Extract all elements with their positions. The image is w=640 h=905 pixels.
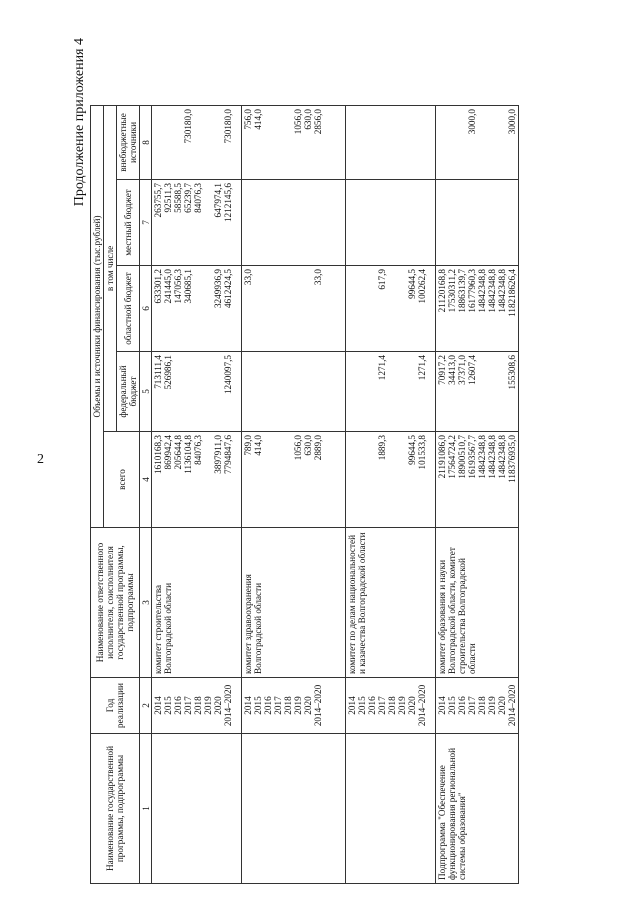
value-cell: 2856,0: [313, 109, 323, 135]
value-cell: [193, 269, 203, 348]
executor-name: комитет строительства Волгоградской области: [152, 528, 242, 678]
value-cell: 37371,0: [457, 355, 467, 385]
value-cell: 1610168,3: [153, 435, 163, 475]
value-cell: [437, 183, 447, 262]
value-cell: [377, 183, 387, 262]
value-cell: 756,0: [243, 109, 253, 130]
value-cell: [193, 355, 203, 428]
value-cell: [283, 269, 293, 348]
value-cell: 7794847,6: [223, 435, 233, 475]
table-row: [152, 106, 242, 884]
value-cell: [283, 435, 293, 524]
value-cell: 3000,0: [467, 109, 477, 135]
value-cell: [273, 269, 283, 348]
year-cell: 2019: [487, 696, 497, 715]
value-cell: [263, 355, 273, 428]
value-cell: [203, 435, 213, 524]
value-cell: 33,0: [243, 269, 253, 286]
value-cell: 1271,4: [417, 355, 427, 381]
value-cell: [273, 183, 283, 262]
value-cell: [347, 355, 357, 428]
value-cell: 713111,4: [153, 355, 163, 389]
value-cell: [347, 435, 357, 524]
table-row: [346, 106, 436, 884]
value-cell: [173, 355, 183, 428]
total-values: [242, 432, 346, 528]
regional-values: [346, 266, 436, 352]
column-number: 6: [140, 266, 152, 352]
page-number: 2: [37, 452, 44, 467]
value-cell: [367, 109, 377, 176]
total-values: [152, 432, 242, 528]
value-cell: [467, 183, 477, 262]
value-cell: [213, 109, 223, 176]
local-values: [242, 180, 346, 266]
program-name: [152, 734, 242, 884]
value-cell: [203, 109, 213, 176]
local-values: [152, 180, 242, 266]
year-cell: 2016: [457, 696, 467, 715]
regional-values: [242, 266, 346, 352]
value-cell: [477, 183, 487, 262]
value-cell: 1889,3: [377, 435, 387, 461]
value-cell: 65239,7: [183, 183, 193, 213]
year-cell: 2015: [253, 696, 263, 715]
executor-name: комитет по делам национальностей и казачества Волгоградской области: [346, 528, 436, 678]
value-cell: [407, 355, 417, 428]
federal-values: [346, 352, 436, 432]
value-cell: [163, 109, 173, 176]
value-cell: [407, 109, 417, 176]
year-cell: 2014–2020: [313, 684, 323, 727]
value-cell: [367, 183, 377, 262]
year-cell: 2015: [357, 696, 367, 715]
value-cell: 2889,0: [313, 435, 323, 461]
column-number: 8: [140, 106, 152, 180]
header-extrabudget: внебюджетные источники: [117, 106, 140, 180]
value-cell: 16177960,3: [467, 269, 477, 313]
value-cell: [263, 269, 273, 348]
value-cell: 100262,4: [417, 269, 427, 304]
value-cell: [303, 183, 313, 262]
year-cell: 2020: [303, 696, 313, 715]
value-cell: [397, 109, 407, 176]
year-cell: 2019: [293, 696, 303, 715]
federal-values: [152, 352, 242, 432]
value-cell: [273, 435, 283, 524]
value-cell: 92511,3: [163, 183, 173, 213]
value-cell: 205644,8: [173, 435, 183, 470]
value-cell: 647974,1: [213, 183, 223, 218]
value-cell: 1271,4: [377, 355, 387, 381]
value-cell: 14842348,8: [477, 269, 487, 313]
value-cell: 730180,0: [223, 109, 233, 144]
value-cell: [203, 355, 213, 428]
value-cell: [347, 269, 357, 348]
value-cell: [447, 109, 457, 176]
value-cell: 1056,0: [293, 109, 303, 135]
value-cell: 1136104,8: [183, 435, 193, 474]
year-cell: 2016: [173, 696, 183, 715]
value-cell: [487, 355, 497, 428]
year-list: [242, 678, 346, 734]
value-cell: 633301,2: [153, 269, 163, 304]
value-cell: [293, 183, 303, 262]
year-list: [346, 678, 436, 734]
financing-table: [90, 105, 519, 884]
executor-name: комитет образования и науки Волгоградской области, комитет строительства Волгоградской области: [436, 528, 519, 678]
column-number: 1: [140, 734, 152, 884]
year-cell: 2020: [213, 696, 223, 715]
table-row: [242, 106, 346, 884]
value-cell: 17530311,2: [447, 269, 457, 313]
value-cell: [313, 183, 323, 262]
year-cell: 2020: [407, 696, 417, 715]
value-cell: [397, 435, 407, 524]
value-cell: 630,0: [303, 435, 313, 456]
header-including: в том числе: [104, 106, 117, 432]
value-cell: [407, 183, 417, 262]
value-cell: [283, 355, 293, 428]
local-values: [346, 180, 436, 266]
value-cell: [377, 109, 387, 176]
year-cell: 2014–2020: [417, 684, 427, 727]
year-list: [436, 678, 519, 734]
value-cell: 1212145,6: [223, 183, 233, 223]
value-cell: 414,0: [253, 109, 263, 130]
value-cell: 16193567,7: [467, 435, 477, 479]
value-cell: [507, 183, 517, 262]
rotated-page-area: [66, 24, 611, 884]
landscape-content: [66, 24, 611, 884]
value-cell: 14842348,8: [497, 435, 507, 479]
program-name: [346, 734, 436, 884]
federal-values: [242, 352, 346, 432]
federal-values: [436, 352, 519, 432]
year-cell: 2019: [203, 696, 213, 715]
year-cell: 2016: [367, 696, 377, 715]
value-cell: 84076,3: [193, 435, 203, 465]
value-cell: 17564724,2: [447, 435, 457, 479]
header-regional: областной бюджет: [117, 266, 140, 352]
extra-values: [152, 106, 242, 180]
value-cell: [153, 109, 163, 176]
value-cell: 14842348,8: [487, 269, 497, 313]
value-cell: [203, 183, 213, 262]
value-cell: 3000,0: [507, 109, 517, 135]
year-cell: 2014: [243, 696, 253, 715]
header-total: всего: [104, 432, 140, 528]
year-cell: 2018: [283, 696, 293, 715]
value-cell: [387, 109, 397, 176]
value-cell: [397, 183, 407, 262]
regional-values: [152, 266, 242, 352]
program-name: [242, 734, 346, 884]
header-executor: Наименование ответственного исполнителя, соисполнителя государственной программы, подпрограммы: [91, 528, 140, 678]
year-cell: 2017: [467, 696, 477, 715]
column-number: 4: [140, 432, 152, 528]
value-cell: [447, 183, 457, 262]
year-cell: 2017: [273, 696, 283, 715]
value-cell: 155308,6: [507, 355, 517, 390]
column-number: 7: [140, 180, 152, 266]
year-cell: 2016: [263, 696, 273, 715]
value-cell: [193, 109, 203, 176]
year-cell: 2017: [377, 696, 387, 715]
header-local: местный бюджет: [117, 180, 140, 266]
value-cell: [357, 183, 367, 262]
value-cell: [437, 109, 447, 176]
local-values: [436, 180, 519, 266]
column-number: 5: [140, 352, 152, 432]
year-list: [152, 678, 242, 734]
value-cell: [283, 109, 293, 176]
extra-values: [436, 106, 519, 180]
extra-values: [242, 106, 346, 180]
value-cell: [397, 269, 407, 348]
value-cell: 526986,1: [163, 355, 173, 390]
value-cell: 241445,0: [163, 269, 173, 304]
value-cell: 414,0: [253, 435, 263, 456]
value-cell: 99644,5: [407, 435, 417, 465]
year-cell: 2014–2020: [223, 684, 233, 727]
value-cell: 3897911,0: [213, 435, 223, 474]
value-cell: [497, 109, 507, 176]
value-cell: [173, 109, 183, 176]
value-cell: [213, 355, 223, 428]
header-program: Наименование государственной программы, подпрограммы: [91, 734, 140, 884]
column-number: 2: [140, 678, 152, 734]
value-cell: [347, 109, 357, 176]
value-cell: 1240097,5: [223, 355, 233, 395]
header-year: Год реализации: [91, 678, 140, 734]
value-cell: [273, 355, 283, 428]
regional-values: [436, 266, 519, 352]
value-cell: [367, 355, 377, 428]
value-cell: [357, 435, 367, 524]
value-cell: 21191086,0: [437, 435, 447, 479]
value-cell: [203, 269, 213, 348]
program-name: Подпрограмма "Обеспечение функционирования региональной системы образования": [436, 734, 519, 884]
value-cell: [357, 355, 367, 428]
value-cell: [293, 269, 303, 348]
value-cell: 18863139,7: [457, 269, 467, 313]
value-cell: 118376935,0: [507, 435, 517, 483]
year-cell: 2014: [347, 696, 357, 715]
extra-values: [346, 106, 436, 180]
value-cell: [487, 109, 497, 176]
value-cell: [303, 269, 313, 348]
value-cell: 263755,7: [153, 183, 163, 218]
value-cell: [487, 183, 497, 262]
table-row: [436, 106, 519, 884]
value-cell: 99644,5: [407, 269, 417, 299]
value-cell: 4612424,5: [223, 269, 233, 309]
value-cell: 147056,3: [173, 269, 183, 304]
value-cell: [397, 355, 407, 428]
value-cell: [367, 269, 377, 348]
value-cell: [183, 355, 193, 428]
value-cell: 14842348,8: [487, 435, 497, 479]
value-cell: 630,0: [303, 109, 313, 130]
year-cell: 2015: [447, 696, 457, 715]
value-cell: 869942,4: [163, 435, 173, 470]
value-cell: 12607,4: [467, 355, 477, 385]
value-cell: 340685,1: [183, 269, 193, 304]
year-cell: 2014: [437, 696, 447, 715]
year-cell: 2018: [477, 696, 487, 715]
value-cell: [273, 109, 283, 176]
value-cell: 70917,2: [437, 355, 447, 385]
year-cell: 2014–2020: [507, 684, 517, 727]
value-cell: [477, 355, 487, 428]
year-cell: 2018: [193, 696, 203, 715]
value-cell: 789,0: [243, 435, 253, 456]
year-cell: 2014: [153, 696, 163, 715]
header-federal: федеральный бюджет: [117, 352, 140, 432]
value-cell: [387, 355, 397, 428]
value-cell: [367, 435, 377, 524]
value-cell: [313, 355, 323, 428]
value-cell: [253, 183, 263, 262]
value-cell: [263, 183, 273, 262]
total-values: [346, 432, 436, 528]
value-cell: [253, 269, 263, 348]
value-cell: 21120168,8: [437, 269, 447, 313]
value-cell: [387, 269, 397, 348]
year-cell: 2020: [497, 696, 507, 715]
year-cell: 2015: [163, 696, 173, 715]
value-cell: 1056,0: [293, 435, 303, 461]
value-cell: 14842348,8: [477, 435, 487, 479]
value-cell: 34413,0: [447, 355, 457, 385]
table-body: [152, 106, 519, 884]
value-cell: [477, 109, 487, 176]
column-number: 3: [140, 528, 152, 678]
value-cell: [283, 183, 293, 262]
value-cell: [243, 355, 253, 428]
value-cell: 84076,3: [193, 183, 203, 213]
value-cell: [457, 109, 467, 176]
value-cell: [347, 183, 357, 262]
value-cell: [263, 435, 273, 524]
value-cell: 101533,8: [417, 435, 427, 470]
value-cell: [417, 109, 427, 176]
value-cell: 617,9: [377, 269, 387, 290]
value-cell: 58588,5: [173, 183, 183, 213]
year-cell: 2018: [387, 696, 397, 715]
value-cell: [387, 435, 397, 524]
value-cell: [263, 109, 273, 176]
value-cell: [497, 355, 507, 428]
value-cell: 3249936,9: [213, 269, 223, 309]
value-cell: 14842348,8: [497, 269, 507, 313]
executor-name: комитет здравоохранения Волгоградской области: [242, 528, 346, 678]
value-cell: 118218626,4: [507, 269, 517, 317]
value-cell: [357, 109, 367, 176]
value-cell: 18900510,7: [457, 435, 467, 479]
value-cell: [303, 355, 313, 428]
value-cell: [293, 355, 303, 428]
year-cell: 2017: [183, 696, 193, 715]
header-financing-group: Объемы и источники финансирования (тыс.рублей): [91, 106, 104, 528]
appendix-caption: Продолжение приложения 4: [72, 38, 87, 207]
value-cell: [243, 183, 253, 262]
value-cell: 33,0: [313, 269, 323, 286]
value-cell: [417, 183, 427, 262]
value-cell: [253, 355, 263, 428]
value-cell: [457, 183, 467, 262]
value-cell: [387, 183, 397, 262]
year-cell: 2019: [397, 696, 407, 715]
value-cell: [497, 183, 507, 262]
total-values: [436, 432, 519, 528]
value-cell: 730180,0: [183, 109, 193, 144]
value-cell: [357, 269, 367, 348]
